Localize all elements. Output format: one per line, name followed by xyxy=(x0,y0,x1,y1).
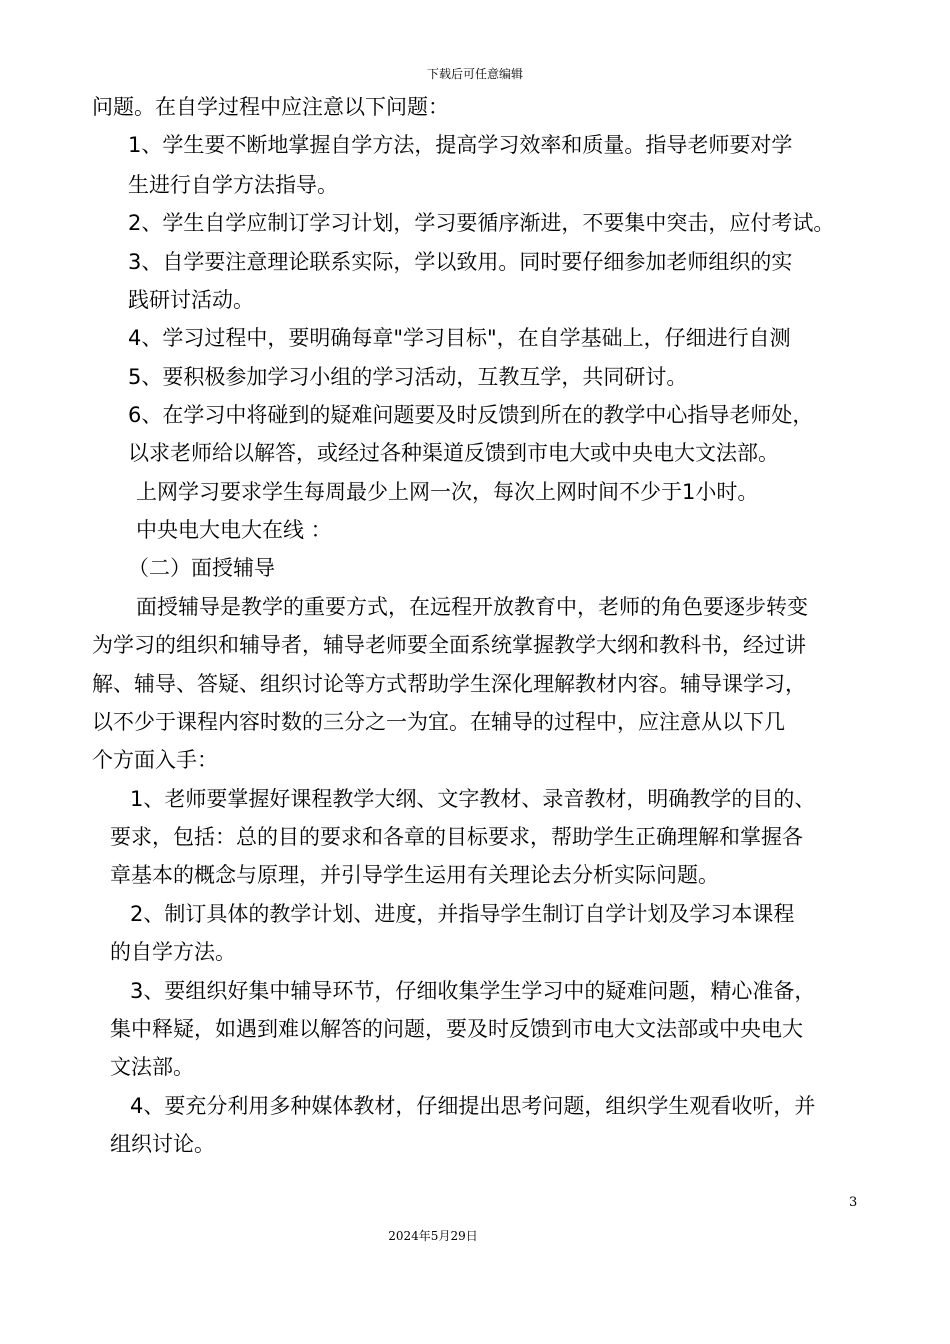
text-line: 生进行自学方法指导。 xyxy=(128,173,338,197)
text-line: 中央电大电大在线 ： xyxy=(136,518,332,542)
section-heading: （二）面授辅导 xyxy=(128,556,275,580)
text-line: 4、要充分利用多种媒体教材，仔细提出思考问题，组织学生观看收听，并 xyxy=(130,1094,816,1118)
page-footer-date: 2024年5月29日 xyxy=(388,1229,478,1243)
text-line: 要求，包括：总的目的要求和各章的目标要求，帮助学生正确理解和掌握各 xyxy=(110,825,803,849)
text-line: 践研讨活动。 xyxy=(128,288,254,312)
text-line: 6、在学习中将碰到的疑难问题要及时反馈到所在的教学中心指导老师处， xyxy=(128,403,814,427)
text-line: 3、自学要注意理论联系实际，学以致用。同时要仔细参加老师组织的实 xyxy=(128,250,793,274)
text-line: 2、学生自学应制订学习计划，学习要循序渐进，不要集中突击，应付考试。 xyxy=(128,211,835,235)
text-line: 5、要积极参加学习小组的学习活动，互教互学，共同研讨。 xyxy=(128,365,688,389)
text-line: 章基本的概念与原理，并引导学生运用有关理论去分析实际问题。 xyxy=(110,863,719,887)
text-line: 问题。在自学过程中应注意以下问题： xyxy=(92,95,449,119)
text-line: 的自学方法。 xyxy=(110,940,236,964)
text-line: 个方面入手： xyxy=(92,748,218,772)
text-line: 4、学习过程中，要明确每章"学习目标"，在自学基础上，仔细进行自测 xyxy=(128,326,791,350)
page-header: 下载后可任意编辑 xyxy=(426,67,523,81)
text-line: 面授辅导是教学的重要方式，在远程开放教育中，老师的角色要逐步转变 xyxy=(136,595,808,619)
text-line: 组织讨论。 xyxy=(110,1132,215,1156)
text-line: 以求老师给以解答，或经过各种渠道反馈到市电大或中央电大文法部。 xyxy=(128,441,779,465)
text-line: 以不少于课程内容时数的三分之一为宜。在辅导的过程中，应注意从以下几 xyxy=(92,710,785,734)
text-line: 1、老师要掌握好课程教学大纲、文字教材、录音教材，明确教学的目的、 xyxy=(130,787,816,811)
text-line: 1、学生要不断地掌握自学方法，提高学习效率和质量。指导老师要对学 xyxy=(128,133,793,157)
text-line: 3、要组织好集中辅导环节，仔细收集学生学习中的疑难问题，精心准备， xyxy=(130,979,816,1003)
text-line: 上网学习要求学生每周最少上网一次，每次上网时间不少于1小时。 xyxy=(136,480,759,504)
text-line: 为学习的组织和辅导者，辅导老师要全面系统掌握教学大纲和教科书，经过讲 xyxy=(92,633,806,657)
text-line: 2、制订具体的教学计划、进度，并指导学生制订自学计划及学习本课程 xyxy=(130,902,795,926)
text-line: 解、辅导、答疑、组织讨论等方式帮助学生深化理解教材内容。辅导课学习， xyxy=(92,672,806,696)
text-line: 集中释疑，如遇到难以解答的问题，要及时反馈到市电大文法部或中央电大 xyxy=(110,1017,803,1041)
text-line: 文法部。 xyxy=(110,1055,194,1079)
page-number: 3 xyxy=(849,1195,858,1210)
